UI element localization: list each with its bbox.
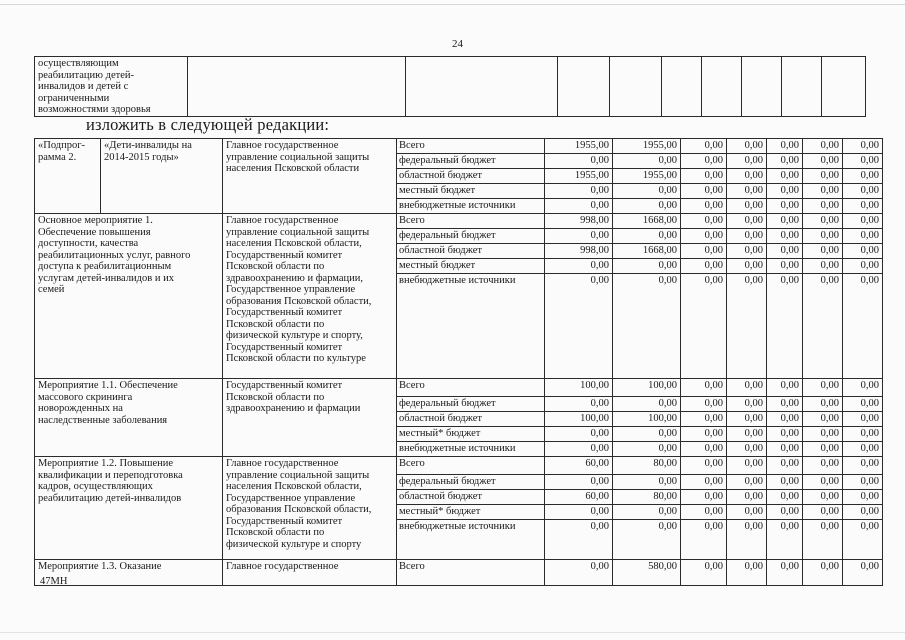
executor-cell (223, 457, 397, 560)
amount-cell: 0,00 (767, 475, 803, 490)
amount-cell: 0,00 (727, 274, 767, 379)
amount-cell: 0,00 (545, 520, 613, 560)
table-row (35, 139, 883, 154)
amount-cell: 1955,00 (545, 169, 613, 184)
amount-cell: 0,00 (727, 520, 767, 560)
amount-cell: 0,00 (803, 379, 843, 397)
amount-cell: 100,00 (545, 412, 613, 427)
amount-cell: 100,00 (613, 412, 681, 427)
amount-cell: 0,00 (803, 259, 843, 274)
amount-cell: 0,00 (843, 229, 883, 244)
funding-source-cell: областной бюджет (397, 244, 545, 259)
empty-cell (702, 57, 742, 117)
amount-cell: 0,00 (803, 229, 843, 244)
amount-cell: 0,00 (727, 259, 767, 274)
amount-cell: 1955,00 (545, 139, 613, 154)
funding-source-cell: федеральный бюджет (397, 475, 545, 490)
empty-cell (822, 57, 866, 117)
amount-cell: 998,00 (545, 214, 613, 229)
amount-cell: 0,00 (843, 184, 883, 199)
amount-cell: 0,00 (803, 457, 843, 475)
subprogram-number: «Подпрог- рамма 2. (38, 140, 86, 163)
funding-source-cell: местный бюджет (397, 259, 545, 274)
amount-cell: 0,00 (727, 379, 767, 397)
amount-cell: 0,00 (767, 274, 803, 379)
empty-cell (610, 57, 662, 117)
amount-cell: 0,00 (843, 427, 883, 442)
amount-cell: 0,00 (613, 397, 681, 412)
amount-cell: 0,00 (767, 169, 803, 184)
amount-cell: 0,00 (545, 259, 613, 274)
amount-cell: 0,00 (613, 475, 681, 490)
amount-cell: 0,00 (803, 520, 843, 560)
amount-cell: 1668,00 (613, 244, 681, 259)
amount-cell: 0,00 (767, 154, 803, 169)
amount-cell: 0,00 (681, 397, 727, 412)
amount-cell: 0,00 (681, 475, 727, 490)
amount-cell: 0,00 (681, 505, 727, 520)
amount-cell: 998,00 (545, 244, 613, 259)
amount-cell: 0,00 (767, 229, 803, 244)
funding-source-cell: местный* бюджет (397, 427, 545, 442)
scan-edge-top (0, 4, 905, 5)
amount-cell: 80,00 (613, 457, 681, 475)
amount-cell: 0,00 (803, 199, 843, 214)
amount-cell: 0,00 (767, 244, 803, 259)
amount-cell: 0,00 (545, 475, 613, 490)
funding-source-cell: Всего (397, 139, 545, 154)
amount-cell: 0,00 (681, 274, 727, 379)
amount-cell: 0,00 (843, 520, 883, 560)
amount-cell: 1668,00 (613, 214, 681, 229)
amount-cell: 0,00 (843, 490, 883, 505)
funding-source-cell: внебюджетные источники (397, 199, 545, 214)
amount-cell: 0,00 (681, 490, 727, 505)
amount-cell: 0,00 (613, 229, 681, 244)
empty-cell (558, 57, 610, 117)
amount-cell: 0,00 (803, 490, 843, 505)
amount-cell: 0,00 (727, 184, 767, 199)
amount-cell: 0,00 (727, 229, 767, 244)
funding-source-cell: областной бюджет (397, 412, 545, 427)
amount-cell: 0,00 (767, 490, 803, 505)
amount-cell: 0,00 (843, 214, 883, 229)
empty-cell (782, 57, 822, 117)
funding-source-cell: федеральный бюджет (397, 154, 545, 169)
footer-code: 47МН (40, 576, 68, 587)
amount-cell: 0,00 (767, 505, 803, 520)
amount-cell: 0,00 (727, 397, 767, 412)
amount-cell: 0,00 (613, 199, 681, 214)
amount-cell: 0,00 (727, 442, 767, 457)
amount-cell: 0,00 (681, 379, 727, 397)
funding-source-cell: Всего (397, 457, 545, 475)
empty-cell (188, 57, 406, 117)
previous-row-text-cell (35, 57, 188, 117)
amount-cell: 0,00 (803, 274, 843, 379)
amount-cell: 0,00 (681, 412, 727, 427)
funding-source-cell: Всего (397, 214, 545, 229)
amount-cell: 0,00 (613, 259, 681, 274)
previous-row-text: осуществляющим реабилитацию детей- инвалидов и детей с ограниченными возможностями здоровья (38, 58, 151, 115)
empty-cell (662, 57, 702, 117)
amount-cell: 0,00 (545, 560, 613, 586)
funding-source-cell: Всего (397, 379, 545, 397)
amount-cell: 0,00 (727, 505, 767, 520)
amount-cell: 0,00 (613, 154, 681, 169)
amount-cell: 0,00 (727, 490, 767, 505)
executor-text: Государственный комитет Псковской области по здравоохранению и фармации (226, 380, 361, 414)
section-heading: изложить в следующей редакции: (86, 115, 330, 134)
funding-source-cell: местный бюджет (397, 184, 545, 199)
amount-cell: 0,00 (727, 199, 767, 214)
activity-title-cell (35, 457, 223, 560)
amount-cell: 0,00 (767, 214, 803, 229)
amount-cell: 0,00 (767, 427, 803, 442)
table-row (35, 379, 883, 397)
executor-cell (223, 139, 397, 214)
funding-source-cell: местный* бюджет (397, 505, 545, 520)
amount-cell: 0,00 (803, 505, 843, 520)
amount-cell: 0,00 (727, 475, 767, 490)
amount-cell: 0,00 (843, 397, 883, 412)
amount-cell: 0,00 (803, 184, 843, 199)
executor-text: Главное государственное (226, 561, 339, 572)
amount-cell: 0,00 (545, 274, 613, 379)
previous-table-fragment (34, 56, 866, 117)
amount-cell: 0,00 (843, 412, 883, 427)
table-row (35, 560, 883, 586)
amount-cell: 0,00 (681, 520, 727, 560)
amount-cell: 0,00 (843, 169, 883, 184)
amount-cell: 0,00 (767, 379, 803, 397)
amount-cell: 0,00 (767, 520, 803, 560)
amount-cell: 100,00 (613, 379, 681, 397)
amount-cell: 0,00 (727, 560, 767, 586)
amount-cell: 0,00 (767, 560, 803, 586)
amount-cell: 0,00 (545, 505, 613, 520)
amount-cell: 0,00 (681, 154, 727, 169)
amount-cell: 0,00 (803, 169, 843, 184)
amount-cell: 1955,00 (613, 139, 681, 154)
amount-cell: 0,00 (545, 154, 613, 169)
funding-source-cell: внебюджетные источники (397, 442, 545, 457)
subprogram-title-cell (101, 139, 223, 214)
activity-title-cell (35, 379, 223, 457)
amount-cell: 0,00 (843, 244, 883, 259)
activity-title: Мероприятие 1.2. Повышение квалификации и переподготовка кадров, осуществляющих реабилитацию детей-инвалидов (38, 458, 183, 504)
amount-cell: 0,00 (767, 139, 803, 154)
amount-cell: 0,00 (843, 475, 883, 490)
amount-cell: 0,00 (843, 379, 883, 397)
amount-cell: 0,00 (727, 154, 767, 169)
amount-cell: 0,00 (681, 442, 727, 457)
amount-cell: 0,00 (681, 184, 727, 199)
amount-cell: 0,00 (681, 259, 727, 274)
empty-cell (406, 57, 558, 117)
empty-cell (742, 57, 782, 117)
activity-title-cell (35, 214, 223, 379)
amount-cell: 0,00 (843, 139, 883, 154)
amount-cell: 0,00 (727, 412, 767, 427)
amount-cell: 0,00 (681, 139, 727, 154)
amount-cell: 0,00 (727, 427, 767, 442)
amount-cell: 0,00 (803, 560, 843, 586)
amount-cell: 0,00 (727, 139, 767, 154)
executor-text: Главное государственное управление социальной защиты населения Псковской области, Государственное управление образования Псковской области, Государственный комитет Псковской области по физической культуре и спорту (226, 458, 372, 550)
amount-cell: 0,00 (613, 427, 681, 442)
amount-cell: 0,00 (843, 457, 883, 475)
amount-cell: 0,00 (803, 154, 843, 169)
funding-source-cell: внебюджетные источники (397, 274, 545, 379)
executor-cell (223, 560, 397, 586)
amount-cell: 0,00 (681, 457, 727, 475)
amount-cell: 0,00 (767, 397, 803, 412)
funding-table-body (35, 139, 883, 586)
activity-title: Основное мероприятие 1. Обеспечение повышения доступности, качества реабилитационных услуг, равного доступа к реабилитационным услугам детей-инвалидов и их семей (38, 215, 191, 295)
amount-cell: 0,00 (803, 244, 843, 259)
scan-edge-bottom (0, 632, 905, 633)
amount-cell: 0,00 (803, 412, 843, 427)
amount-cell: 0,00 (681, 229, 727, 244)
subprogram-title: «Дети-инвалиды на 2014-2015 годы» (104, 140, 192, 163)
amount-cell: 0,00 (613, 184, 681, 199)
funding-table (34, 138, 883, 586)
funding-source-cell: внебюджетные источники (397, 520, 545, 560)
amount-cell: 0,00 (803, 397, 843, 412)
amount-cell: 0,00 (767, 259, 803, 274)
amount-cell: 0,00 (545, 442, 613, 457)
amount-cell: 60,00 (545, 490, 613, 505)
executor-cell (223, 379, 397, 457)
amount-cell: 0,00 (727, 214, 767, 229)
amount-cell: 0,00 (843, 154, 883, 169)
funding-source-cell: областной бюджет (397, 490, 545, 505)
amount-cell: 0,00 (727, 169, 767, 184)
amount-cell: 0,00 (767, 442, 803, 457)
amount-cell: 0,00 (803, 442, 843, 457)
amount-cell: 0,00 (803, 427, 843, 442)
amount-cell: 0,00 (613, 442, 681, 457)
activity-title: Мероприятие 1.1. Обеспечение массового скрининга новорожденных на наследственные заболевания (38, 380, 178, 426)
amount-cell: 0,00 (681, 214, 727, 229)
amount-cell: 0,00 (681, 199, 727, 214)
amount-cell: 0,00 (767, 412, 803, 427)
funding-source-cell: федеральный бюджет (397, 229, 545, 244)
amount-cell: 0,00 (803, 475, 843, 490)
amount-cell: 0,00 (727, 244, 767, 259)
table-row (35, 214, 883, 229)
amount-cell: 0,00 (681, 244, 727, 259)
amount-cell: 0,00 (613, 274, 681, 379)
amount-cell: 0,00 (545, 229, 613, 244)
amount-cell: 0,00 (613, 505, 681, 520)
amount-cell: 0,00 (545, 397, 613, 412)
amount-cell: 0,00 (727, 457, 767, 475)
amount-cell: 100,00 (545, 379, 613, 397)
amount-cell: 0,00 (545, 184, 613, 199)
executor-text: Главное государственное управление социальной защиты населения Псковской области, Государственный комитет Псковской области по здравоохранению и фармации, Государственное управление образования Псковской области, Государственный комитет Псковской области по физической культуре и спорту, Государственный комитет Псковской области по культуре (226, 215, 372, 364)
activity-title: Мероприятие 1.3. Оказание (38, 561, 162, 572)
amount-cell: 0,00 (843, 442, 883, 457)
funding-source-cell: областной бюджет (397, 169, 545, 184)
amount-cell: 0,00 (681, 427, 727, 442)
amount-cell: 0,00 (843, 560, 883, 586)
amount-cell: 0,00 (843, 199, 883, 214)
amount-cell: 0,00 (843, 274, 883, 379)
amount-cell: 0,00 (767, 184, 803, 199)
funding-source-cell: федеральный бюджет (397, 397, 545, 412)
page-number: 24 (452, 38, 463, 50)
funding-source-cell: Всего (397, 560, 545, 586)
amount-cell: 0,00 (545, 427, 613, 442)
amount-cell: 1955,00 (613, 169, 681, 184)
table-row (35, 457, 883, 475)
executor-text: Главное государственное управление социальной защиты населения Псковской области (226, 140, 370, 174)
amount-cell: 0,00 (545, 199, 613, 214)
subprogram-number-cell (35, 139, 101, 214)
amount-cell: 0,00 (767, 199, 803, 214)
amount-cell: 0,00 (843, 505, 883, 520)
amount-cell: 80,00 (613, 490, 681, 505)
amount-cell: 0,00 (843, 259, 883, 274)
amount-cell: 0,00 (681, 560, 727, 586)
amount-cell: 580,00 (613, 560, 681, 586)
executor-cell (223, 214, 397, 379)
amount-cell: 0,00 (767, 457, 803, 475)
amount-cell: 60,00 (545, 457, 613, 475)
amount-cell: 0,00 (613, 520, 681, 560)
amount-cell: 0,00 (803, 214, 843, 229)
amount-cell: 0,00 (803, 139, 843, 154)
amount-cell: 0,00 (681, 169, 727, 184)
